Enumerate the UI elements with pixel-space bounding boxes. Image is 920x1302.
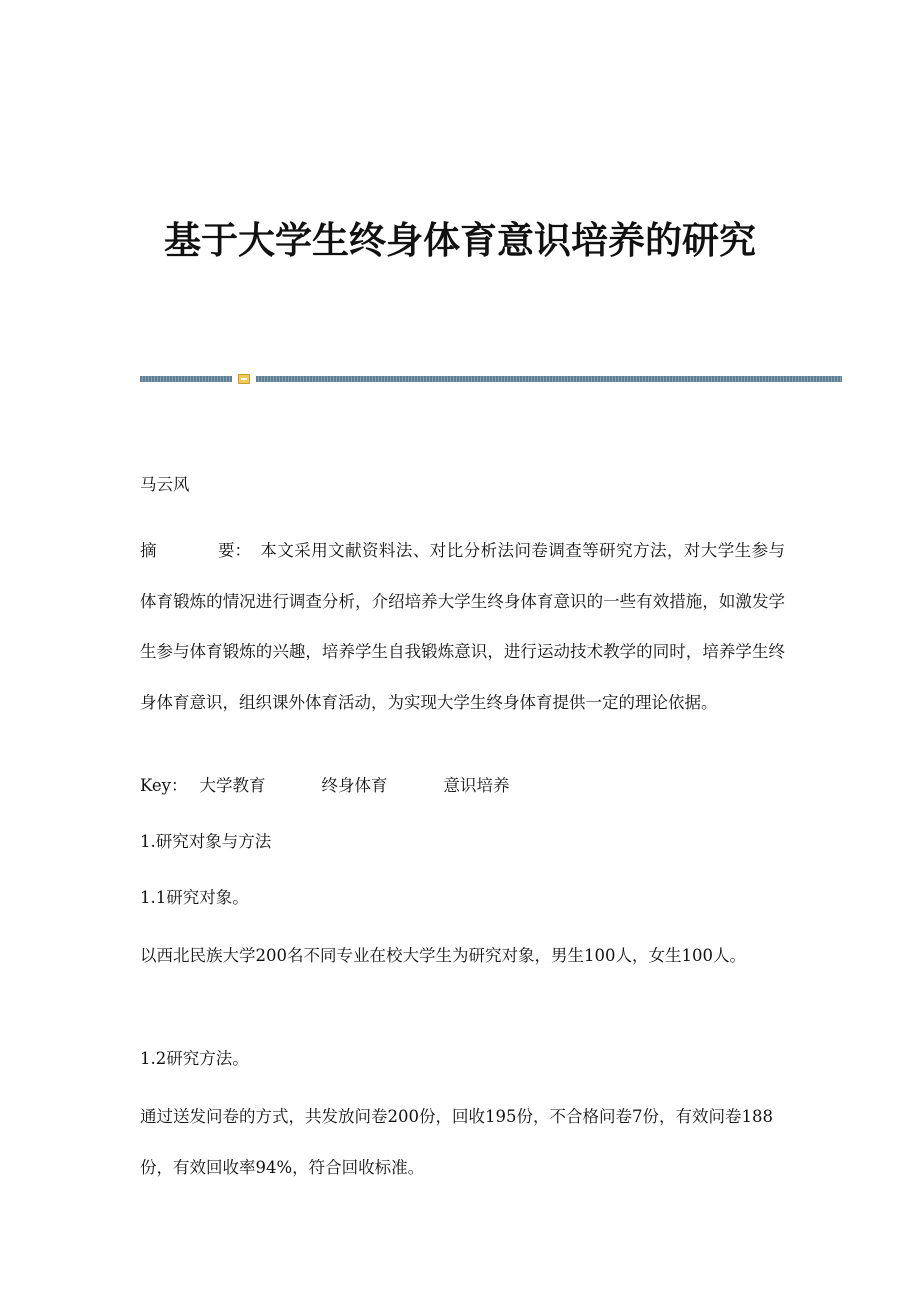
keyword-item: 意识培养 <box>443 776 510 795</box>
abstract-text: 本文采用文献资料法、对比分析法问卷调查等研究方法，对大学生参与体育锻炼的情况进行调查分析，介绍培养大学生终身体育意识的一些有效措施，如激发学生参与体育锻炼的兴趣，培养学生自我锻炼意识，进行运动技术教学的同时，培养学生终身体育意识，组织课外体育活动，为实现大学生终身体育提供一定的理论依据。 <box>140 541 785 712</box>
author-name: 马云风 <box>140 475 190 494</box>
abstract-paragraph <box>140 526 785 728</box>
section-heading-1-1: 1.1研究对象。 <box>140 888 249 907</box>
keywords-label: Key： <box>140 776 188 795</box>
section-heading-1: 1.研究对象与方法 <box>140 832 272 851</box>
title-divider <box>140 374 842 384</box>
paragraph-research-methods: 通过送发问卷的方式，共发放问卷200份，回收195份，不合格问卷7份，有效问卷188份，有效回收率94%，符合回收标准。 <box>140 1107 773 1177</box>
envelope-icon <box>238 374 250 384</box>
abstract-label-first: 摘 <box>140 541 157 560</box>
paragraph-research-subjects: 以西北民族大学200名不同专业在校大学生为研究对象，男生100人，女生100人。 <box>140 946 746 965</box>
abstract-label-second: 要： <box>218 541 251 560</box>
keywords-line <box>140 775 785 797</box>
document-title: 基于大学生终身体育意识培养的研究 <box>164 219 756 262</box>
keyword-item: 大学教育 <box>199 776 266 795</box>
divider-bar-right <box>256 376 842 382</box>
section-heading-1-2: 1.2研究方法。 <box>140 1049 249 1068</box>
divider-bar-left <box>140 376 232 382</box>
keyword-item: 终身体育 <box>321 776 388 795</box>
